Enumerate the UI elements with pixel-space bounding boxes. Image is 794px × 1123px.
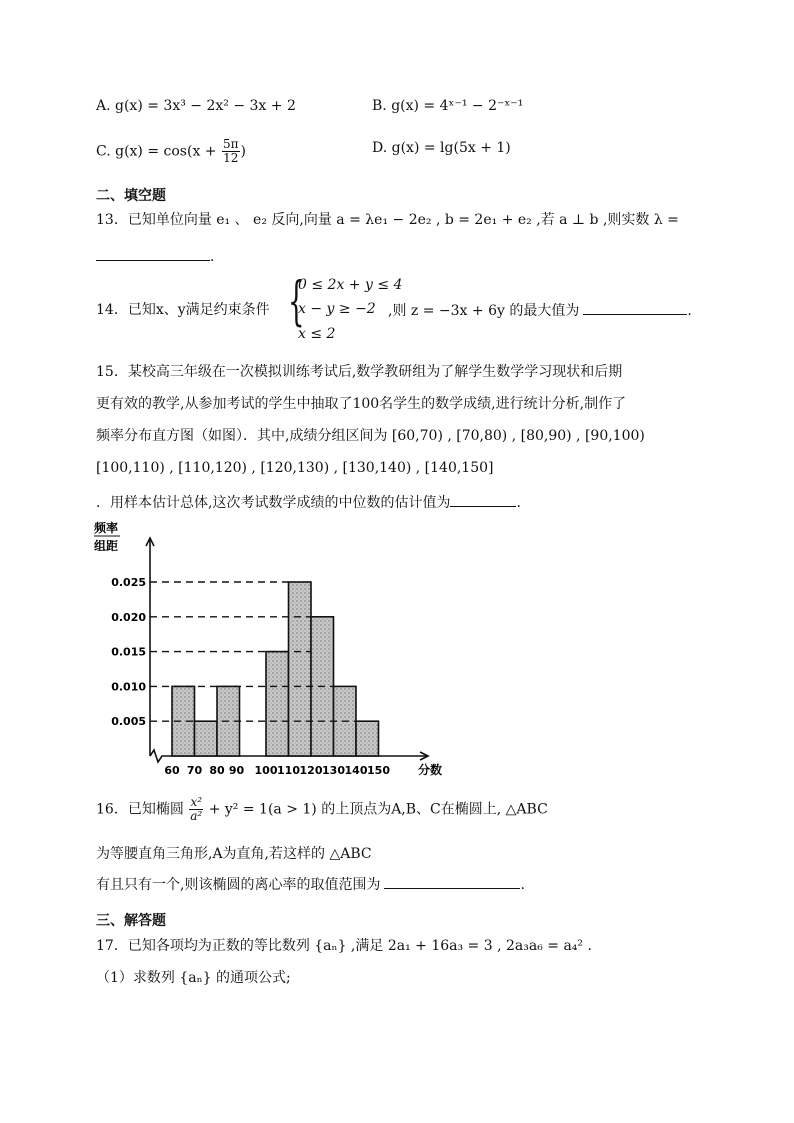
option-c-denominator: 12 <box>223 151 239 165</box>
question-16-line2: 为等腰直角三角形,A为直角,若这样的 △ABC <box>96 846 372 862</box>
option-b: B. g(x) = 4ˣ⁻¹ − 2⁻ˣ⁻¹ <box>372 98 524 114</box>
x-tick-label: 60 <box>164 764 180 777</box>
histogram-bar <box>356 721 379 756</box>
question-15-line4: [100,110) , [110,120) , [120,130) , [130,140) , [140,150] <box>96 460 494 476</box>
ellipse-fraction-numerator: x² <box>190 795 203 809</box>
answer-blank[interactable] <box>583 300 687 315</box>
question-15-line5 <box>96 492 521 513</box>
answer-blank[interactable] <box>450 492 516 507</box>
question-16-end: . <box>520 877 525 893</box>
y-tick-label: 0.005 <box>111 715 146 729</box>
question-15-end: . <box>516 495 521 511</box>
constraint-1: 0 ≤ 2x + y ≤ 4 <box>298 277 403 293</box>
option-a: A. g(x) = 3x³ − 2x² − 3x + 2 <box>96 98 296 114</box>
option-c-suffix: ) <box>240 143 246 160</box>
section-fill-title: 二、填空题 <box>96 188 166 204</box>
x-tick-label: 150 <box>367 764 390 777</box>
constraint-2: x − y ≥ −2 <box>298 301 376 317</box>
ellipse-fraction-denominator: a² <box>190 809 203 823</box>
y-tick-label: 0.020 <box>111 610 146 624</box>
y-tick-label: 0.015 <box>111 645 146 659</box>
question-16-prefix: 16．已知椭圆 <box>96 801 184 818</box>
option-c-numerator: 5π <box>222 137 239 151</box>
histogram-bar <box>195 721 218 756</box>
ellipse-fraction <box>189 796 203 823</box>
question-13: 13．已知单位向量 e₁ 、 e₂ 反向,向量 a = λe₁ − 2e₂ , b = 2e₁ + e₂ ,若 a ⊥ b ,则实数 λ = <box>96 212 679 228</box>
x-tick-label: 90 <box>228 764 245 777</box>
question-16-line1 <box>96 796 548 823</box>
option-c <box>96 138 246 165</box>
question-17-part1: （1）求数列 {aₙ} 的通项公式; <box>96 970 291 986</box>
answer-blank[interactable] <box>96 246 210 261</box>
section-answer-title: 三、解答题 <box>96 913 166 929</box>
x-tick-label: 110 <box>277 764 300 777</box>
x-tick-label: 140 <box>344 764 368 777</box>
question-17: 17．已知各项均为正数的等比数列 {aₙ} ,满足 2a₁ + 16a₃ = 3 , 2a₃a₆ = a₄² . <box>96 938 592 954</box>
option-c-prefix: C. g(x) = cos(x + <box>96 143 217 160</box>
left-brace-icon: { <box>288 272 305 332</box>
question-14-end: . <box>687 303 692 319</box>
y-label-bottom: 组距 <box>94 539 119 553</box>
question-16-equation: + y² = 1(a > 1) 的上顶点为A,B、C在椭圆上, △ABC <box>208 801 548 818</box>
y-label-top: 频率 <box>94 521 119 535</box>
question-14-suffix <box>388 300 692 321</box>
x-tick-label: 100 <box>254 764 278 777</box>
x-tick-label: 130 <box>322 764 345 777</box>
constraint-3: x ≤ 2 <box>298 326 336 342</box>
x-tick-label: 120 <box>299 764 323 777</box>
histogram-bar <box>289 582 312 756</box>
question-15-line5-text: ．用样本估计总体,这次考试数学成绩的中位数的估计值为 <box>96 495 451 511</box>
option-d: D. g(x) = lg(5x + 1) <box>372 140 511 156</box>
histogram-bar <box>266 652 289 756</box>
question-16-line3 <box>96 874 525 895</box>
question-15-line3: 频率分布直方图（如图）．其中,成绩分组区间为 [60,70) , [70,80) , [80,90) , [90,100) <box>96 428 645 444</box>
question-13-answer-line <box>96 246 214 267</box>
question-16-line3-text: 有且只有一个,则该椭圆的离心率的取值范围为 <box>96 877 381 893</box>
frequency-histogram <box>92 520 442 782</box>
x-tick-label: 80 <box>209 764 225 777</box>
answer-blank[interactable] <box>384 874 520 889</box>
option-c-fraction <box>222 138 240 165</box>
question-15-line2: 更有效的教学,从参加考试的学生中抽取了100名学生的数学成绩,进行统计分析,制作了 <box>96 396 627 412</box>
y-tick-label: 0.010 <box>111 680 146 694</box>
question-13-end: . <box>210 249 215 265</box>
question-14-prefix: 14．已知x、y满足约束条件 <box>96 302 270 318</box>
y-tick-label: 0.025 <box>111 576 146 589</box>
question-14-suffix-text: ,则 z = −3x + 6y 的最大值为 <box>388 303 580 319</box>
x-tick-label: 70 <box>186 764 203 777</box>
question-15-line1: 15．某校高三年级在一次模拟训练考试后,数学教研组为了解学生数学学习现状和后期 <box>96 364 623 380</box>
x-axis-label: 分数 <box>418 763 442 777</box>
